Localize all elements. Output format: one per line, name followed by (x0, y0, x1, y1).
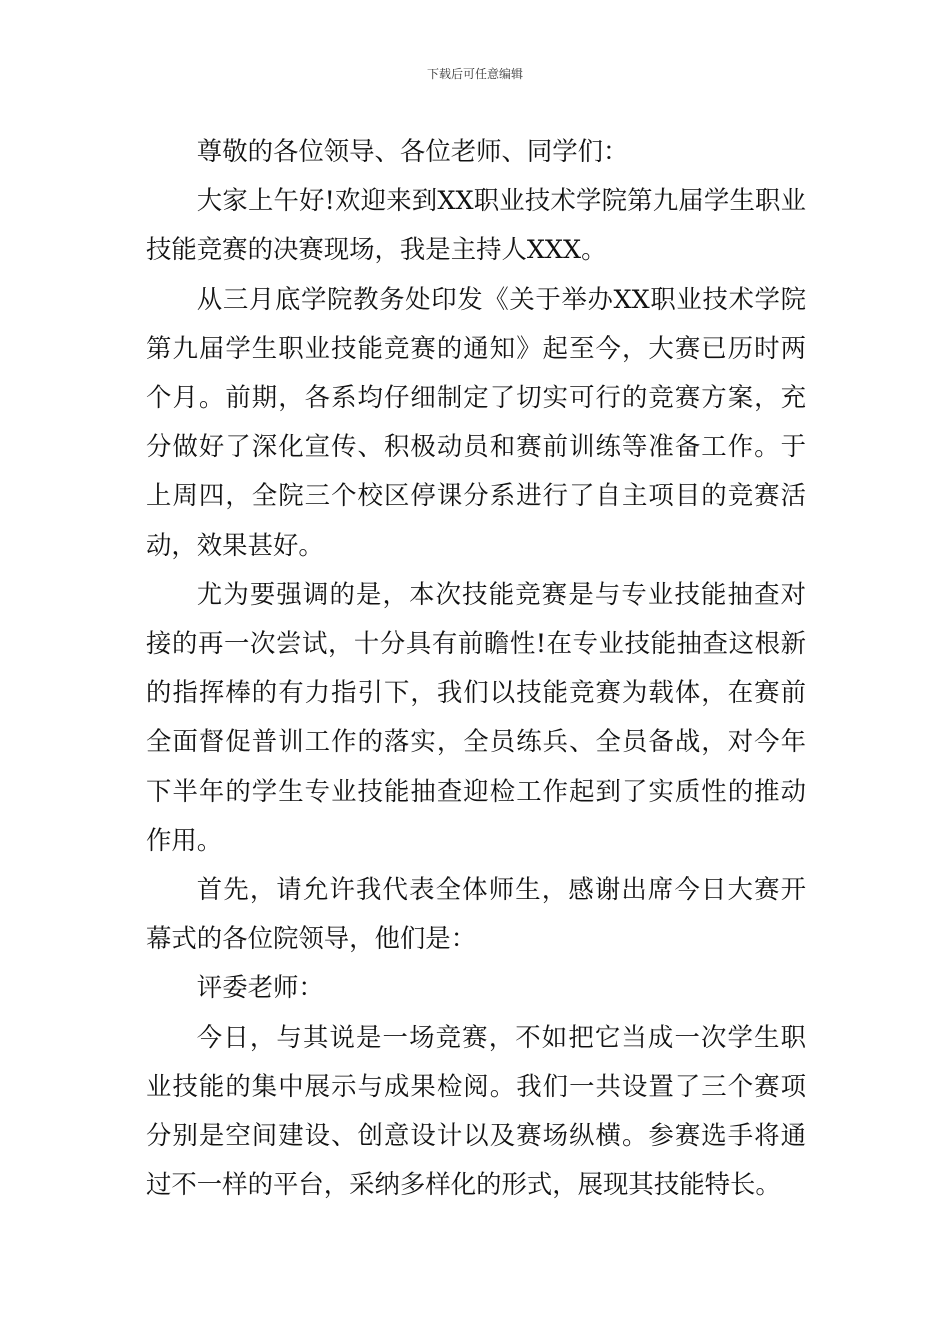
paragraph-background: 从三月底学院教务处印发《关于举办XX职业技术学院第九届学生职业技能竞赛的通知》起至今，大赛已历时两个月。前期，各系均仔细制定了切实可行的竞赛方案，充分做好了深化宣传、积极动员和赛前训练等准备工作。于上周四，全院三个校区停课分系进行了自主项目的竞赛活动，效果甚好。 (146, 283, 806, 560)
paragraph-greeting: 大家上午好!欢迎来到XX职业技术学院第九届学生职业技能竞赛的决赛现场，我是主持人XXX。 (146, 185, 806, 265)
document-body (146, 127, 806, 1209)
paragraph-emphasis: 尤为要强调的是，本次技能竞赛是与专业技能抽查对接的再一次尝试，十分具有前瞻性!在专业技能抽查这根新的指挥棒的有力指引下，我们以技能竞赛为载体，在赛前全面督促普训工作的落实，全员练兵、全员备战，对今年下半年的学生专业技能抽查迎检工作起到了实质性的推动作用。 (146, 578, 806, 855)
paragraph-judges: 评委老师： (196, 972, 324, 1003)
paragraph-thanks: 首先，请允许我代表全体师生，感谢出席今日大赛开幕式的各位院领导，他们是： (146, 874, 806, 954)
paragraph-salutation: 尊敬的各位领导、各位老师、同学们： (196, 136, 629, 166)
page-header: 下载后可任意编辑 (426, 67, 523, 81)
paragraph-events: 今日，与其说是一场竞赛，不如把它当成一次学生职业技能的集中展示与成果检阅。我们一共设置了三个赛项分别是空间建设、创意设计以及赛场纵横。参赛选手将通过不一样的平台，采纳多样化的形式，展现其技能特长。 (146, 1021, 806, 1200)
